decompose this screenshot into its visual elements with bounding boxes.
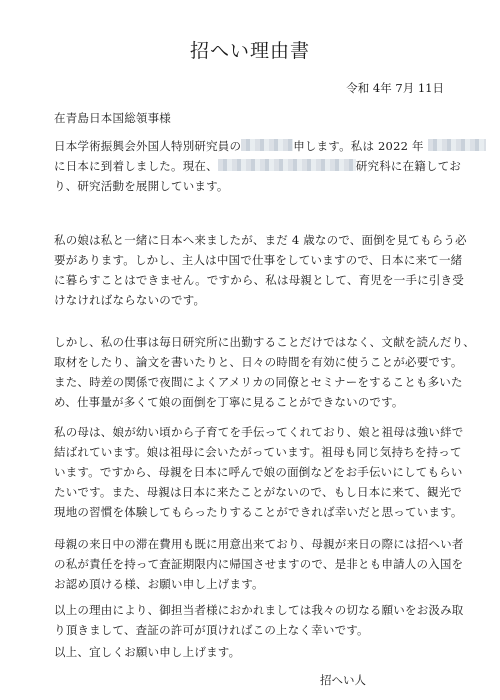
request-line-2: り頂きまして、査証の許可が頂ければこの上なく幸いです。 [54, 623, 369, 637]
mother-line-2: 結ばれています。娘は祖母に会いたがっています。祖母も同じ気持ちを持って [54, 445, 462, 459]
work-line-1: しかし、私の仕事は毎日研究所に出勤することだけではなく、文献を読んだり、 [54, 335, 475, 349]
work-line-3: また、時差の関係で夜間によくアメリカの同僚とセミナーをすることも多いた [54, 375, 463, 389]
mother-line-1: 私の母は、娘が幼い頃から子育てを手伝ってくれており、娘と祖母は強い絆で [54, 425, 464, 439]
daughter-line-2: 要があります。しかし、主人は中国で仕事をしていますので、日本に来て一緒 [54, 253, 463, 267]
daughter-line-3: に暮らすことはできません。ですから、私は母親として、育児を一手に引き受 [54, 273, 464, 287]
mother-line-5: 現地の習慣を体験してもらったりすることができれば幸いだと思っています。 [54, 505, 463, 519]
intro-line-1 [54, 136, 456, 156]
mother-line-4: たいです。また、母親は日本に来たことがないので、もし日本に来て、観光で [54, 485, 463, 499]
paragraph-daughter [54, 230, 467, 290]
work-line-4: め、仕事量が多くて娘の面倒を丁寧に見ることができないのです。 [54, 395, 404, 409]
expenses-line-3: お認め頂ける様、お願い申し上げます。 [54, 577, 264, 591]
intro-line-1-text-a: 日本学術振興会外国人特別研究員の [54, 139, 242, 153]
redacted-name [241, 139, 293, 151]
work-line-2: 取材をしたり、論文を書いたりと、日々の時間を有効に使うことが必要です。 [54, 355, 463, 369]
paragraph-daughter-end [54, 290, 456, 310]
document-date: 令和 4年 7月 11日 [346, 81, 444, 95]
intro-line-2 [54, 156, 462, 176]
redacted-date [428, 139, 486, 151]
intro-line-2-text-b: 研究科に在籍してお [355, 159, 462, 173]
expenses-line-1: 母親の来日中の滞在費用も既に用意出来ており、母親が来日の際には招へい者 [54, 537, 464, 551]
intro-line-1-text-b: 申します。私は 2022 年 [293, 139, 424, 153]
intro-line-3: り、研究活動を展開しています。 [54, 179, 229, 193]
paragraph-mother [54, 422, 464, 522]
paragraph-closing [54, 642, 456, 662]
recipient-line: 在青島日本国総領事様 [54, 111, 171, 125]
daughter-line-4: けなければならないのです。 [54, 293, 206, 307]
paragraph-expenses [54, 534, 464, 594]
signer-label: 招へい人 [320, 673, 366, 687]
paragraph-introduction [54, 136, 462, 196]
request-line-1: 以上の理由により、御担当者様におかれましては我々の切なる願いをお汲み取 [54, 603, 464, 617]
expenses-line-2: の私が責任を持って査証期限内に帰国させますので、是非とも申請人の入国を [54, 557, 464, 571]
closing-line-1: 以上、宜しくお願い申し上げます。 [54, 645, 241, 659]
mother-line-3: います。ですから、母親を日本に呼んで娘の面倒などをお手伝いにしてもらい [54, 465, 463, 479]
document-title: 招へい理由書 [189, 40, 310, 62]
intro-line-2-text-a: に日本に到着しました。現在、 [54, 159, 218, 173]
daughter-line-1: 私の娘は私と一緒に日本へ来ましたが、まだ 4 歳なので、面倒を見てもらう必 [54, 233, 467, 247]
redacted-institution [218, 159, 356, 171]
paragraph-work [54, 332, 475, 412]
paragraph-request [54, 600, 464, 640]
